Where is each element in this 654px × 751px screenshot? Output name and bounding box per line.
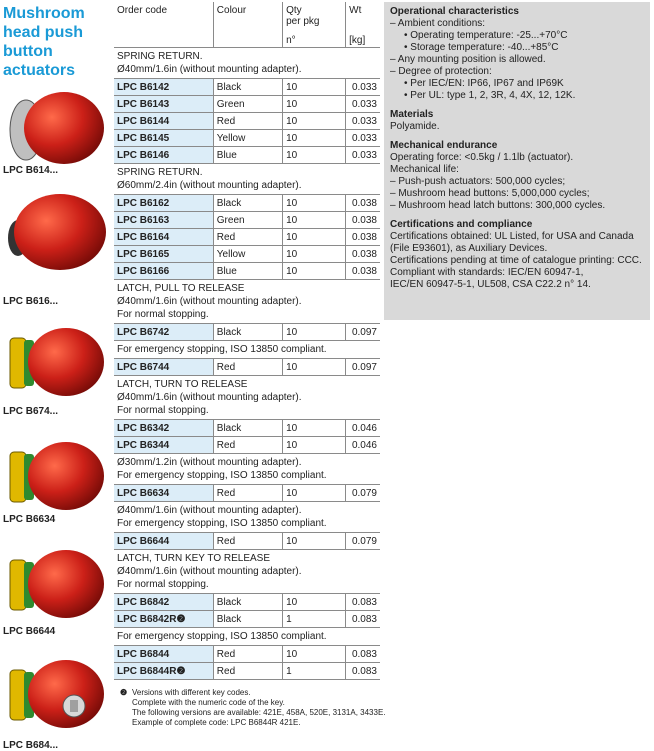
order-code-cell: LPC B6144 <box>114 113 213 130</box>
section-description: SPRING RETURN. Ø60mm/2.4in (without mounting adapter). <box>114 164 380 195</box>
spec-line: Certifications obtained: UL Listed, for USA and Canada <box>390 231 634 242</box>
qty-cell: 10 <box>283 437 346 454</box>
colour-cell: Black <box>213 324 282 341</box>
colour-cell: Red <box>213 437 282 454</box>
table-row <box>114 437 380 454</box>
qty-cell: 10 <box>283 594 346 611</box>
product-caption: LPC B674... <box>3 406 59 417</box>
weight-cell: 0.083 <box>346 594 380 611</box>
product-image <box>4 650 114 736</box>
qty-cell: 10 <box>283 113 346 130</box>
footnote <box>120 688 386 728</box>
order-code-cell: LPC B6644 <box>114 533 213 550</box>
footnote-line <box>120 688 386 698</box>
weight-cell: 0.033 <box>346 96 380 113</box>
spec-line: – Ambient conditions: <box>390 18 486 29</box>
table-row <box>114 212 380 229</box>
table-row <box>114 663 380 680</box>
section-header-row <box>114 341 380 359</box>
weight-cell: 0.033 <box>346 79 380 96</box>
colour-cell: Black <box>213 420 282 437</box>
table-row <box>114 113 380 130</box>
product-image <box>4 318 114 404</box>
footnote-text: Versions with different key codes. <box>132 688 251 697</box>
footnote-marker: ❷ <box>120 688 128 697</box>
colour-cell: Blue <box>213 263 282 280</box>
table-row <box>114 594 380 611</box>
table-row <box>114 485 380 502</box>
order-code-cell: LPC B6164 <box>114 229 213 246</box>
header-colour: Colour <box>213 2 282 33</box>
qty-cell: 10 <box>283 212 346 229</box>
qty-cell: 10 <box>283 420 346 437</box>
spec-group <box>390 219 644 291</box>
table-row <box>114 130 380 147</box>
order-code-cell: LPC B6166 <box>114 263 213 280</box>
colour-cell: Red <box>213 485 282 502</box>
section-description: LATCH, PULL TO RELEASE Ø40mm/1.6in (without mounting adapter). For normal stopping. <box>114 280 380 324</box>
order-code-cell: LPC B6342 <box>114 420 213 437</box>
table-header-row <box>114 2 380 33</box>
table-row <box>114 324 380 341</box>
order-code-cell: LPC B6844 <box>114 646 213 663</box>
unit-qty: n° <box>283 33 346 48</box>
section-description: Ø40mm/1.6in (without mounting adapter). For emergency stopping, ISO 13850 compliant. <box>114 502 380 533</box>
colour-cell: Red <box>213 113 282 130</box>
spec-heading: Materials <box>390 109 434 120</box>
spec-line: Mechanical life: <box>390 164 459 175</box>
section-header-row <box>114 502 380 533</box>
colour-cell: Red <box>213 646 282 663</box>
order-code-cell: LPC B6165 <box>114 246 213 263</box>
order-code-cell: LPC B6842 <box>114 594 213 611</box>
table-row <box>114 420 380 437</box>
table-row <box>114 359 380 376</box>
order-code-cell: LPC B6143 <box>114 96 213 113</box>
order-code-cell: LPC B6146 <box>114 147 213 164</box>
spec-line: – Push-push actuators: 500,000 cycles; <box>390 176 566 187</box>
qty-cell: 10 <box>283 130 346 147</box>
spec-line: • Storage temperature: -40...+85°C <box>404 42 559 53</box>
colour-cell: Red <box>213 229 282 246</box>
weight-cell: 0.083 <box>346 663 380 680</box>
colour-cell: Green <box>213 212 282 229</box>
qty-cell: 10 <box>283 359 346 376</box>
section-header-row <box>114 376 380 420</box>
header-qty: Qty per pkg <box>283 2 346 33</box>
section-header-row <box>114 280 380 324</box>
spec-line: Certifications pending at time of catalogue printing: CCC. <box>390 255 642 266</box>
section-header-row <box>114 454 380 485</box>
order-code-cell: LPC B6162 <box>114 195 213 212</box>
product-caption: LPC B684... <box>3 740 59 751</box>
unit-blank-1 <box>114 33 213 48</box>
weight-cell: 0.097 <box>346 359 380 376</box>
weight-cell: 0.046 <box>346 420 380 437</box>
footnote-line <box>120 718 386 728</box>
colour-cell: Yellow <box>213 130 282 147</box>
table-row <box>114 646 380 663</box>
product-caption: LPC B6644 <box>3 626 56 637</box>
section-description: Ø30mm/1.2in (without mounting adapter). For emergency stopping, ISO 13850 compliant. <box>114 454 380 485</box>
qty-cell: 10 <box>283 229 346 246</box>
order-code-cell: LPC B6844R❷ <box>114 663 213 680</box>
footnote-marker <box>120 708 132 718</box>
qty-cell: 10 <box>283 147 346 164</box>
order-code-cell: LPC B6344 <box>114 437 213 454</box>
weight-cell: 0.033 <box>346 113 380 130</box>
section-header-row <box>114 164 380 195</box>
header-order-code: Order code <box>117 5 168 16</box>
qty-cell: 1 <box>283 663 346 680</box>
table-unit-row <box>114 33 380 48</box>
spec-group <box>390 6 644 102</box>
section-description: For emergency stopping, ISO 13850 compliant. <box>114 628 380 646</box>
table-row <box>114 229 380 246</box>
product-image <box>4 86 114 172</box>
qty-cell: 10 <box>283 533 346 550</box>
footnote-line <box>120 698 386 708</box>
header-wt: Wt <box>346 2 380 33</box>
weight-cell: 0.079 <box>346 485 380 502</box>
qty-cell: 10 <box>283 96 346 113</box>
section-description: SPRING RETURN. Ø40mm/1.6in (without mounting adapter). <box>114 48 380 79</box>
spec-line: – Mushroom head buttons: 5,000,000 cycles; <box>390 188 590 199</box>
table-row <box>114 533 380 550</box>
qty-cell: 10 <box>283 263 346 280</box>
section-header-row <box>114 628 380 646</box>
product-image <box>4 540 114 626</box>
spec-group <box>390 109 644 133</box>
colour-cell: Red <box>213 663 282 680</box>
weight-cell: 0.038 <box>346 263 380 280</box>
section-header-row <box>114 550 380 594</box>
table-row <box>114 263 380 280</box>
unit-blank-2 <box>213 33 282 48</box>
colour-cell: Blue <box>213 147 282 164</box>
colour-cell: Red <box>213 359 282 376</box>
weight-cell: 0.038 <box>346 229 380 246</box>
colour-cell: Yellow <box>213 246 282 263</box>
weight-cell: 0.083 <box>346 646 380 663</box>
qty-cell: 1 <box>283 611 346 628</box>
qty-cell: 10 <box>283 246 346 263</box>
spec-line: Operating force: <0.5kg / 1.1lb (actuator). <box>390 152 574 163</box>
footnote-marker <box>120 718 132 728</box>
footnote-text: Example of complete code: LPC B6844R 421E. <box>132 718 301 727</box>
footnote-line <box>120 708 386 718</box>
spec-line: Compliant with standards: IEC/EN 60947-1, <box>390 267 584 278</box>
section-header-row <box>114 48 380 79</box>
spec-line: • Per IEC/EN: IP66, IP67 and IP69K <box>404 78 564 89</box>
spec-line: (File E93601), as Auxiliary Devices. <box>390 243 548 254</box>
order-code-cell: LPC B6145 <box>114 130 213 147</box>
qty-cell: 10 <box>283 195 346 212</box>
specs-panel <box>384 2 650 320</box>
table-row <box>114 147 380 164</box>
footnote-text: The following versions are available: 421E, 458A, 520E, 3131A, 3433E. <box>132 708 386 717</box>
table-row <box>114 79 380 96</box>
qty-cell: 10 <box>283 79 346 96</box>
weight-cell: 0.079 <box>346 533 380 550</box>
spec-heading: Certifications and compliance <box>390 219 533 230</box>
spec-line: – Degree of protection: <box>390 66 492 77</box>
table-row <box>114 195 380 212</box>
product-caption: LPC B616... <box>3 296 59 307</box>
weight-cell: 0.033 <box>346 147 380 164</box>
spec-line: Polyamide. <box>390 121 440 132</box>
table-row <box>114 246 380 263</box>
qty-cell: 10 <box>283 485 346 502</box>
weight-cell: 0.097 <box>346 324 380 341</box>
order-code-cell: LPC B6163 <box>114 212 213 229</box>
section-description: For emergency stopping, ISO 13850 compliant. <box>114 341 380 359</box>
weight-cell: 0.046 <box>346 437 380 454</box>
qty-cell: 10 <box>283 324 346 341</box>
weight-cell: 0.033 <box>346 130 380 147</box>
colour-cell: Green <box>213 96 282 113</box>
product-image <box>4 432 114 518</box>
section-description: LATCH, TURN TO RELEASE Ø40mm/1.6in (without mounting adapter). For normal stopping. <box>114 376 380 420</box>
table-row <box>114 611 380 628</box>
weight-cell: 0.083 <box>346 611 380 628</box>
section-description: LATCH, TURN KEY TO RELEASE Ø40mm/1.6in (without mounting adapter). For normal stopping. <box>114 550 380 594</box>
spec-line: • Operating temperature: -25...+70°C <box>404 30 568 41</box>
colour-cell: Black <box>213 195 282 212</box>
table-row <box>114 96 380 113</box>
order-code-cell: LPC B6842R❷ <box>114 611 213 628</box>
order-code-cell: LPC B6744 <box>114 359 213 376</box>
footnote-marker <box>120 698 132 708</box>
product-caption: LPC B6634 <box>3 514 56 525</box>
page-title: Mushroom head push button actuators <box>3 5 85 79</box>
spec-group <box>390 140 644 212</box>
order-code-cell: LPC B6742 <box>114 324 213 341</box>
weight-cell: 0.038 <box>346 212 380 229</box>
order-code-cell: LPC B6634 <box>114 485 213 502</box>
unit-wt: [kg] <box>346 33 380 48</box>
spec-heading: Operational characteristics <box>390 6 519 17</box>
colour-cell: Black <box>213 594 282 611</box>
spec-line: – Any mounting position is allowed. <box>390 54 546 65</box>
spec-line: – Mushroom head latch buttons: 300,000 cycles. <box>390 200 606 211</box>
colour-cell: Red <box>213 533 282 550</box>
order-code-cell: LPC B6142 <box>114 79 213 96</box>
weight-cell: 0.038 <box>346 195 380 212</box>
spec-line: • Per UL: type 1, 2, 3R, 4, 4X, 12, 12K. <box>404 90 576 101</box>
footnote-text: Complete with the numeric code of the key. <box>132 698 285 707</box>
order-table <box>114 2 380 680</box>
product-caption: LPC B614... <box>3 165 59 176</box>
colour-cell: Black <box>213 611 282 628</box>
spec-line: IEC/EN 60947-5-1, UL508, CSA C22.2 n° 14. <box>390 279 591 290</box>
spec-heading: Mechanical endurance <box>390 140 498 151</box>
qty-cell: 10 <box>283 646 346 663</box>
product-image <box>4 192 114 278</box>
weight-cell: 0.038 <box>346 246 380 263</box>
colour-cell: Black <box>213 79 282 96</box>
